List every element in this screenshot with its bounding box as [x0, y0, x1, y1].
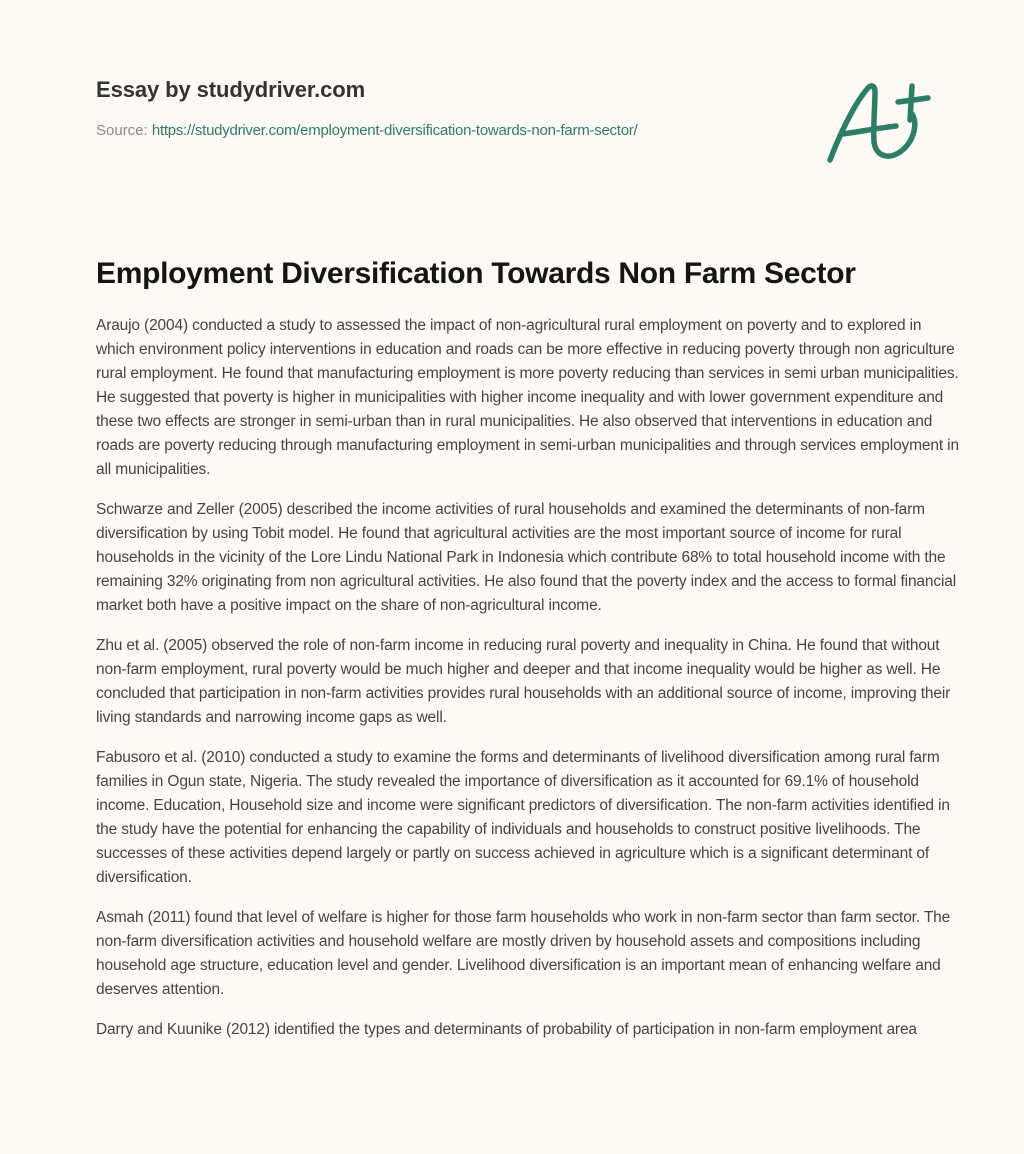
- essay-body: [96, 314, 960, 1058]
- essay-paragraph: Zhu et al. (2005) observed the role of non-farm income in reducing rural poverty and inequality in China. He found that without non-farm employment, rural poverty would be much higher and deeper and that income inequality would be higher as well. He concluded that participation in non-farm activities provides rural households with an additional source of income, improving their living standards and narrowing income gaps as well.: [96, 637, 951, 726]
- a-plus-grade-icon: [818, 64, 934, 168]
- essay-title: Employment Diversification Towards Non Farm Sector: [96, 257, 856, 290]
- essay-header: [96, 74, 796, 142]
- essay-paragraph: Schwarze and Zeller (2005) described the income activities of rural households and examined the determinants of non-farm diversification by using Tobit model. He found that agricultural activities are the most important source of income for rural households in the vicinity of the Lore Lindu National Park in Indonesia which contribute 68% to total household income with the remaining 32% originating from non agricultural activities. He also found that the poverty index and the access to formal financial market both have a positive impact on the share of non-agricultural income.: [96, 501, 957, 614]
- essay-paragraph: Darry and Kuunike (2012) identified the types and determinants of probability of participation in non-farm employment area: [96, 1021, 917, 1038]
- source-label: Source:: [96, 122, 148, 139]
- source-line: [96, 120, 796, 142]
- essay-paragraph: Araujo (2004) conducted a study to assessed the impact of non-agricultural rural employment on poverty and to explored in which environment policy interventions in education and roads can be more effective in reducing poverty through non agriculture rural employment. He found that manufacturing employment is more poverty reducing than services in semi urban municipalities. He suggested that poverty is higher in municipalities with higher income inequality and with lower government expenditure and these two effects are stronger in semi-urban than in rural municipalities. He also observed that interventions in education and roads are poverty reducing through manufacturing employment in semi-urban municipalities and through services employment in all municipalities.: [96, 317, 959, 478]
- site-title: Essay by studydriver.com: [96, 77, 366, 102]
- essay-paragraph: Asmah (2011) found that level of welfare is higher for those farm households who work in non-farm sector than farm sector. The non-farm diversification activities and household welfare are mostly driven by household assets and compositions including household age structure, education level and gender. Livelihood diversification is an important mean of enhancing welfare and deserves attention.: [96, 909, 951, 998]
- essay-paragraph: Fabusoro et al. (2010) conducted a study to examine the forms and determinants of livelihood diversification among rural farm families in Ogun state, Nigeria. The study revealed the importance of diversification as it accounted for 69.1% of household income. Education, Household size and income were significant predictors of diversification. The non-farm activities identified in the study have the potential for enhancing the capability of individuals and households to construct positive livelihoods. The successes of these activities depend largely or partly on success achieved in agriculture which is a significant determinant of diversification.: [96, 749, 950, 886]
- source-link[interactable]: https://studydriver.com/employment-diversification-towards-non-farm-sector/: [151, 122, 638, 139]
